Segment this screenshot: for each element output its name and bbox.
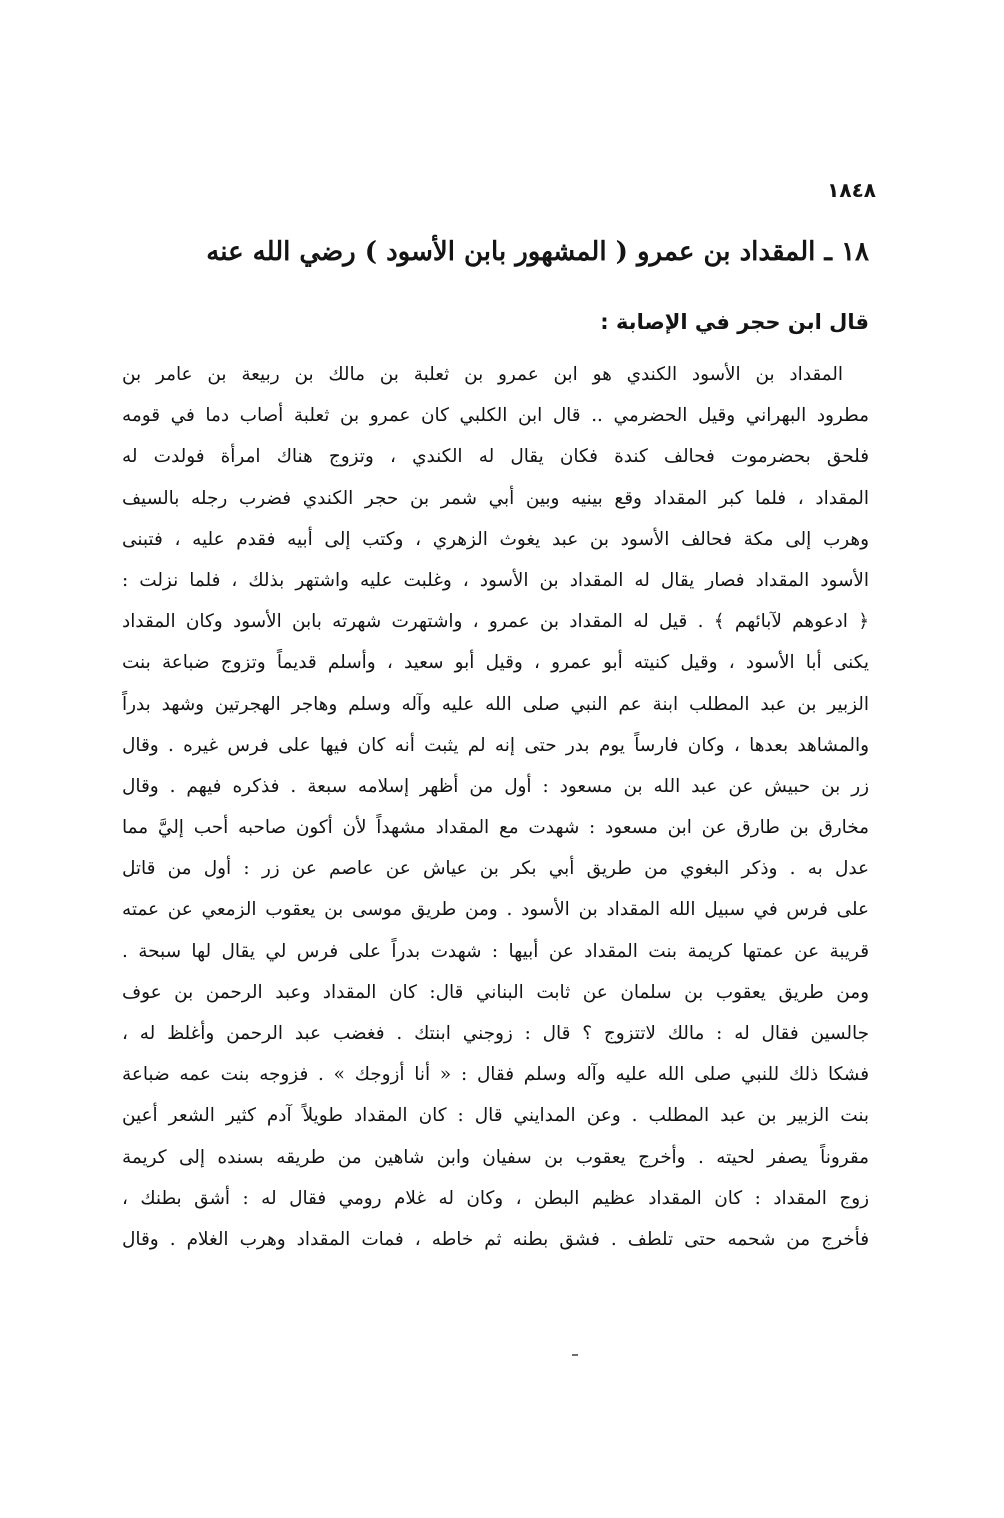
text-line: وهرب إلى مكة فحالف الأسود بن عبد يغوث الزهري ، وكتب إلى أبيه فقدم عليه ، فتبنى (122, 528, 869, 550)
text-line: مطرود البهراني وقيل الحضرمي .. قال ابن الكلبي كان عمرو بن ثعلبة أصاب دما في قومه (122, 405, 869, 427)
section-heading: قال ابن حجر في الإصابة : (600, 310, 869, 334)
text-line: المقداد بن الأسود الكندي هو ابن عمرو بن ثعلبة بن مالك بن ربيعة بن عامر بن (122, 364, 843, 385)
text-line: جالسين فقال له : مالك لاتتزوج ؟ قال : زوجني ابنتك . فغضب عبد الرحمن وأغلظ له ، (122, 1023, 869, 1044)
text-line: مخارق بن طارق عن ابن مسعود : شهدت مع المقداد مشهداً لأن أكون صاحبه أحب إليَّ مما (122, 817, 869, 839)
text-line: ﴿ ادعوهم لآبائهم ﴾ . قيل له المقداد بن عمرو ، واشتهرت شهرته بابن الأسود وكان المقداد (122, 611, 869, 633)
text-line: عدل به . وذكر البغوي من طريق أبي بكر بن عياش عن عاصم عن زر : أول من قاتل (122, 858, 869, 880)
text-line: فشكا ذلك للنبي صلى الله عليه وآله وسلم فقال : « أنا أزوجك » . فزوجه بنت عمه ضباعة (122, 1064, 869, 1086)
footer-dot (572, 1354, 578, 1356)
body-text (122, 354, 869, 1260)
text-line: الأسود المقداد فصار يقال له المقداد بن الأسود ، وغلبت عليه واشتهر بذلك ، فلما نزلت : (122, 569, 869, 591)
page-number: ١٨٤٨ (827, 178, 876, 202)
text-line: الزبير بن عبد المطلب ابنة عم النبي صلى الله عليه وآله وسلم وهاجر الهجرتين وشهد بدراً (122, 693, 869, 715)
chapter-title: ١٨ ـ المقداد بن عمرو ( المشهور بابن الأسود ) رضي الله عنه (206, 237, 869, 267)
text-line: المقداد ، فلما كبر المقداد وقع بينيه وبين أبي شمر بن حجر الكندي فضرب رجله بالسيف (122, 487, 869, 509)
text-line: على فرس في سبيل الله المقداد بن الأسود . ومن طريق موسى بن يعقوب الزمعي عن عمته (122, 899, 869, 921)
text-line: فأخرج من شحمه حتى تلطف . فشق بطنه ثم خاطه ، فمات المقداد وهرب الغلام . وقال (122, 1228, 869, 1250)
text-line: قريبة عن عمتها كريمة بنت المقداد عن أبيها : شهدت بدراً على فرس لي يقال لها سبحة . (122, 940, 869, 962)
text-line: يكنى أبا الأسود ، وقيل كنيته أبو عمرو ، وقيل أبو سعيد ، وأسلم قديماً وتزوج ضباعة بنت (122, 652, 869, 674)
text-line: مقروناً يصفر لحيته . وأخرج يعقوب بن سفيان وابن شاهين من طريقه بسنده إلى كريمة (122, 1146, 869, 1168)
text-line: زر بن حبيش عن عبد الله بن مسعود : أول من أظهر إسلامه سبعة . فذكره فيهم . وقال (122, 775, 869, 797)
text-line: فلحق بحضرموت فحالف كندة فكان يقال له الكندي ، وتزوج هناك امرأة فولدت له (122, 446, 869, 468)
text-line: زوج المقداد : كان المقداد عظيم البطن ، وكان له غلام رومي فقال له : أشق بطنك ، (122, 1187, 869, 1209)
text-line: ومن طريق يعقوب بن سلمان عن ثابت البناني قال: كان المقداد وعبد الرحمن بن عوف (122, 981, 869, 1003)
text-line: بنت الزبير بن عبد المطلب . وعن المدايني قال : كان المقداد طويلاً آدم كثير الشعر أعين (122, 1105, 869, 1127)
text-line: والمشاهد بعدها ، وكان فارساً يوم بدر حتى إنه لم يثبت أنه كان فيها على فرس غيره . وقال (122, 734, 869, 756)
